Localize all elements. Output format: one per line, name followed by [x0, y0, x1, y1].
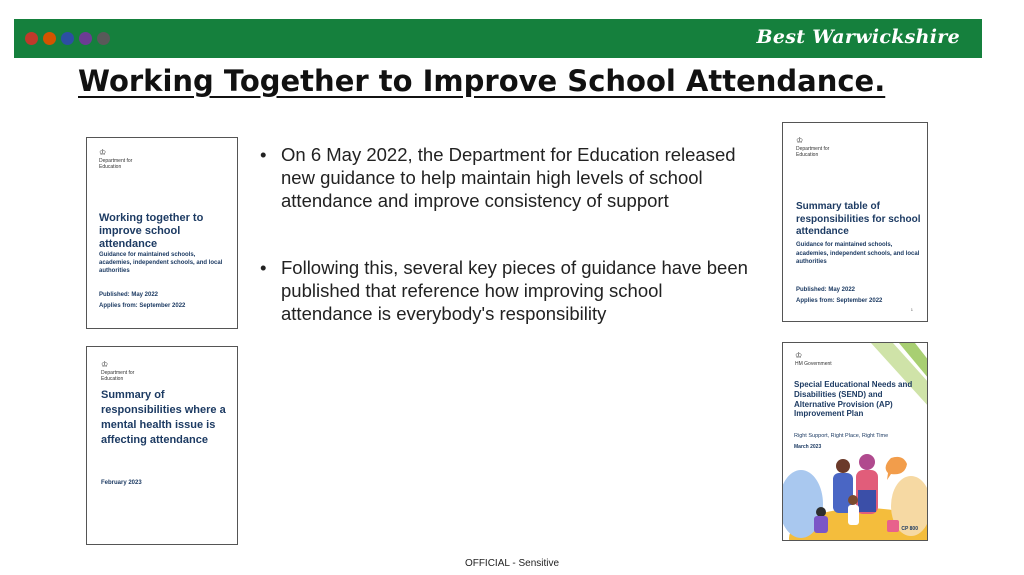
bullet-item [258, 143, 758, 212]
cover-meta [796, 285, 921, 307]
dot-blue [61, 32, 74, 45]
cover-subtitle: Guidance for maintained schools, academies, independent schools, and local authorities [99, 252, 223, 274]
header-banner [14, 19, 982, 58]
cover-published: Published: May 2022 [99, 292, 159, 298]
cover-title: Special Educational Needs and Disabilities (SEND) and Alternative Provision (AP) Improvement Plan [794, 380, 913, 419]
crest-icon: ♔ [795, 351, 803, 360]
page-title: Working Together to Improve School Attendance. [78, 64, 886, 98]
cover-summary-table [782, 122, 928, 322]
cover-date: March 2023 [794, 444, 822, 450]
bullet-text: Following this, several key pieces of guidance have been published that reference how improving school attendance is everybody's responsibility [281, 257, 748, 324]
crest-icon: ♔ [101, 360, 109, 369]
bullet-item [258, 256, 758, 325]
cover-date: February 2023 [101, 480, 142, 486]
cover-government: HM Government [795, 361, 832, 367]
bullet-text: On 6 May 2022, the Department for Education released new guidance to help maintain high levels of school attendance and improve consistency of support [281, 144, 736, 211]
dot-purple [79, 32, 92, 45]
cover-subtitle: Right Support, Right Place, Right Time [794, 433, 889, 439]
cover-department: Department for Education [796, 146, 830, 158]
cover-published: Published: May 2022 [796, 287, 856, 293]
cover-reference: CP 800 [901, 526, 918, 532]
crest-icon: ♔ [99, 148, 107, 157]
cover-applies: Applies from: September 2022 [99, 303, 186, 309]
cover-page-number: 1 [910, 307, 913, 312]
color-dots [25, 32, 110, 45]
cover-subtitle: Guidance for maintained schools, academies, independent schools, and local authorities [796, 242, 920, 265]
footer-classification: OFFICIAL - Sensitive [464, 558, 560, 569]
cover-mental-health [86, 346, 238, 545]
cover-title: Summary table of responsibilities for school attendance [796, 201, 921, 237]
bullet-dot-icon: • [260, 257, 267, 278]
crest-icon: ♔ [796, 136, 804, 145]
bullet-list [258, 143, 758, 369]
cover-meta [99, 290, 224, 312]
cover-applies: Applies from: September 2022 [796, 298, 883, 304]
dot-grey [97, 32, 110, 45]
brand-logo: Best Warwickshire [756, 26, 960, 48]
cover-send-plan [782, 342, 928, 541]
cover-department: Department for Education [99, 158, 133, 170]
dot-red [25, 32, 38, 45]
cover-department: Department for Education [101, 370, 135, 382]
cover-title: Working together to improve school attendance [99, 212, 204, 250]
bullet-dot-icon: • [260, 144, 267, 165]
cover-working-together [86, 137, 238, 329]
dot-orange [43, 32, 56, 45]
cover-title: Summary of responsibilities where a mental health issue is affecting attendance [101, 389, 226, 446]
